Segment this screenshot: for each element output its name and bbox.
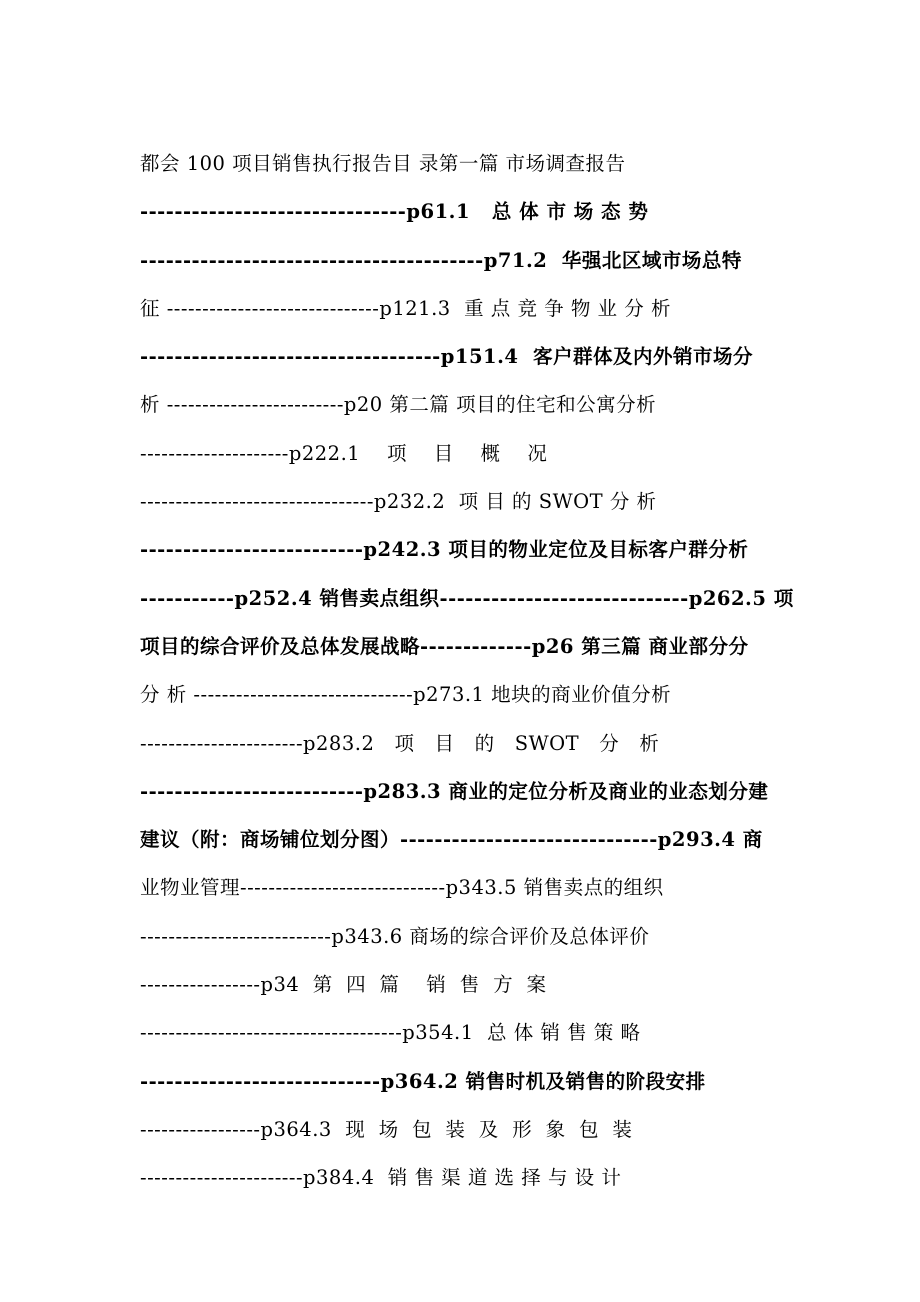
toc-line: -----------------p364.3 现 场 包 装 及 形 象 包 装: [140, 1117, 633, 1141]
table-of-contents: [140, 148, 815, 1211]
toc-line: 析 -------------------------p20 第二篇 项目的住宅和公寓分析: [140, 393, 657, 417]
toc-line: --------------------------p242.3 项目的物业定位及目标客户群分析: [140, 538, 749, 562]
toc-line: -----------------------p384.4 销 售 渠 道 选 择 与 设 计: [140, 1166, 622, 1190]
toc-line: 都会 100 项目销售执行报告目 录第一篇 市场调查报告: [140, 152, 626, 175]
toc-line: ----------------------------p364.2 销售时机及销售的阶段安排: [140, 1069, 706, 1093]
toc-line: ---------------------p222.1 项 目 概 况: [140, 441, 548, 465]
toc-line: 业物业管理-----------------------------p343.5 销售卖点的组织: [140, 876, 664, 900]
toc-line: 建议（附：商场铺位划分图）------------------------------p293.4 商: [140, 828, 763, 852]
toc-line: 征 ------------------------------p121.3 重 点 竞 争 物 业 分 析: [140, 296, 671, 320]
toc-line: ---------------------------p343.6 商场的综合评价及总体评价: [140, 924, 650, 948]
toc-line: -----------------------p283.2 项 目 的 SWOT 分 析: [140, 731, 660, 755]
toc-line: --------------------------p283.3 商业的定位分析及商业的业态划分建: [140, 779, 769, 803]
toc-line: -----------p252.4 销售卖点组织-----------------------------p262.5 项: [140, 586, 794, 610]
toc-line: ---------------------------------p232.2 项 目 的 SWOT 分 析: [140, 490, 657, 514]
toc-line: ----------------------------------------p71.2 华强北区域市场总特: [140, 248, 742, 272]
toc-line: -------------------------------------p354.1 总 体 销 售 策 略: [140, 1021, 641, 1045]
toc-line: -------------------------------p61.1 总 体 市 场 态 势: [140, 200, 649, 224]
toc-line: -----------------p34 第 四 篇 销 售 方 案: [140, 973, 547, 997]
toc-line: -----------------------------------p151.4 客户群体及内外销市场分: [140, 345, 754, 369]
toc-line: 分 析 -------------------------------p273.1 地块的商业价值分析: [140, 683, 672, 707]
toc-line: 项目的综合评价及总体发展战略-------------p26 第三篇 商业部分分: [140, 634, 749, 658]
